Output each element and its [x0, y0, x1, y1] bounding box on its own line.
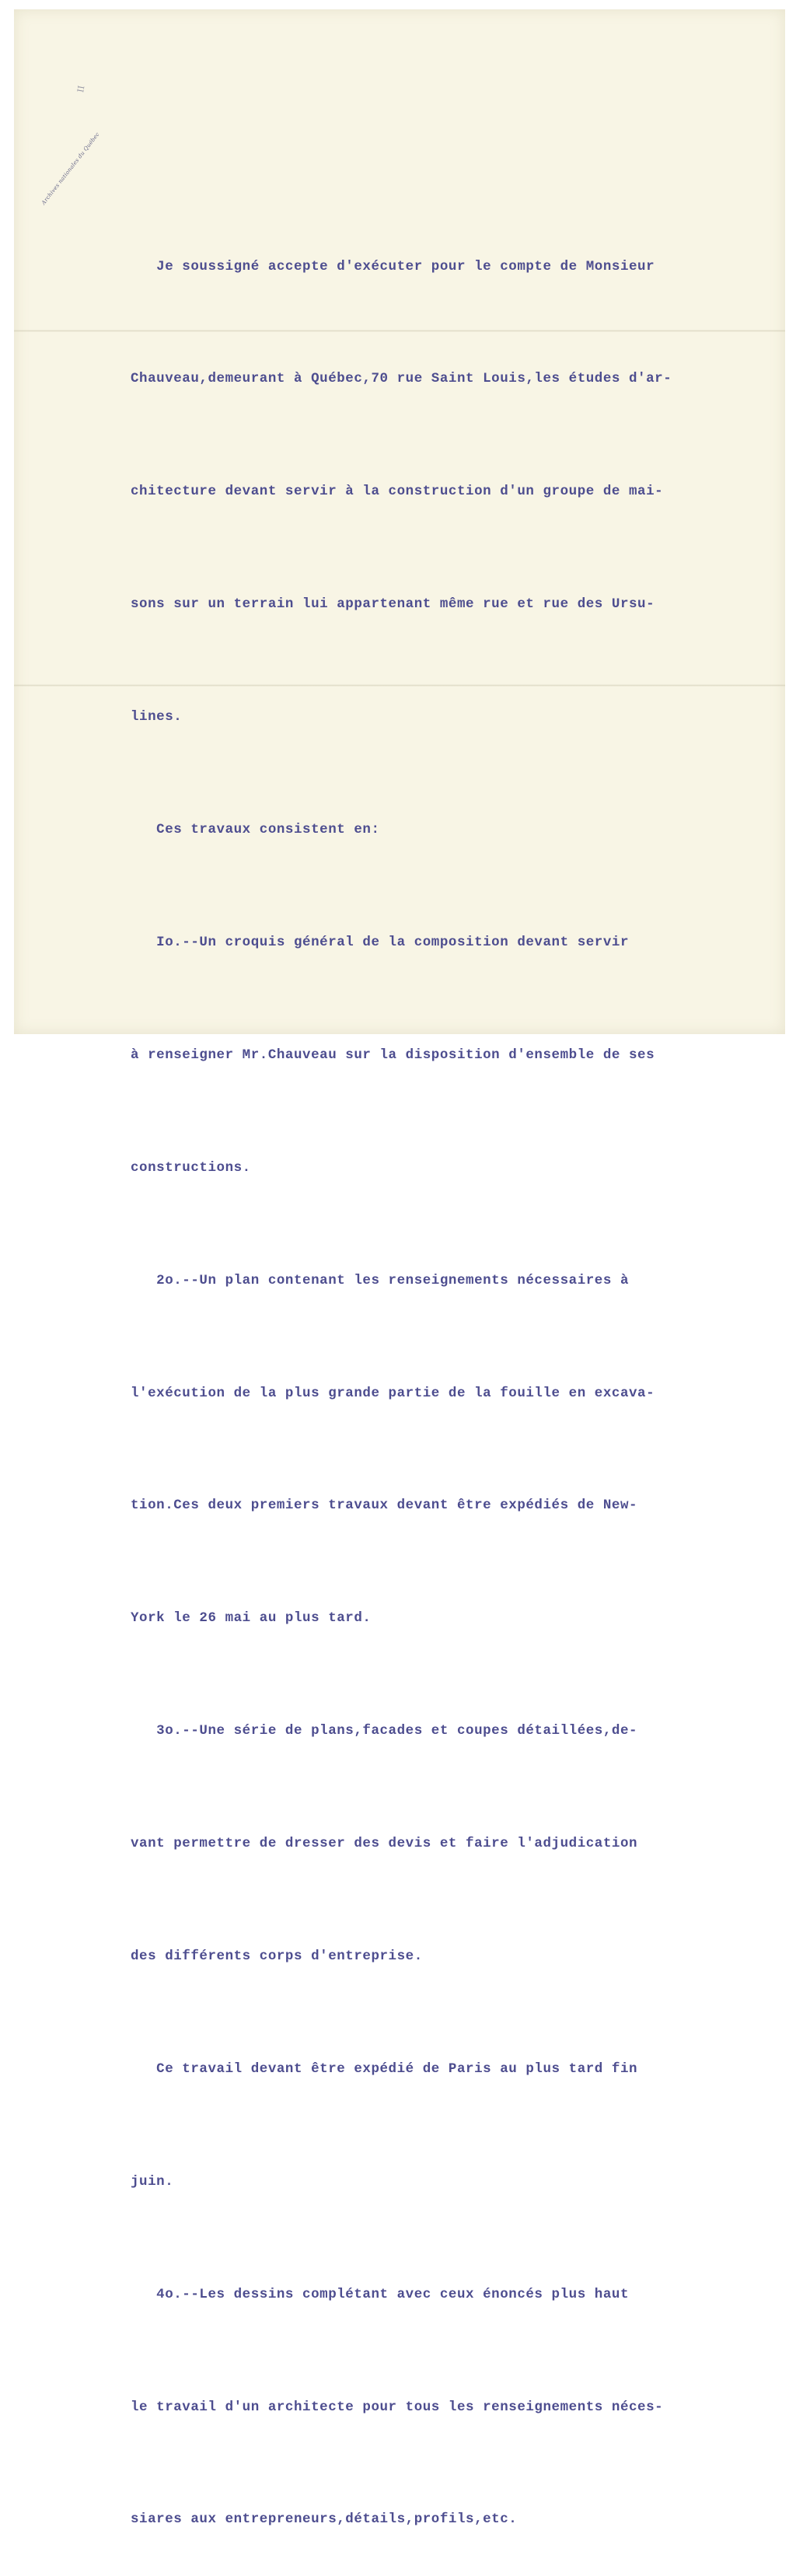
archive-stamp: Archives nationales du Québec — [40, 131, 101, 206]
text-line: à renseigner Mr.Chauveau sur la disposition d'ensemble de ses — [131, 1047, 655, 1063]
text-line: Ces travaux consistent en: — [131, 822, 380, 838]
text-line: chitecture devant servir à la construction d'un groupe de mai- — [131, 484, 664, 500]
text-line: 3o.--Une série de plans,facades et coupes détaillées,de- — [131, 1723, 638, 1739]
text-line: sons sur un terrain lui appartenant même rue et rue des Ursu- — [131, 596, 655, 613]
text-line: des différents corps d'entreprise. — [131, 1948, 423, 1964]
text-line: siares aux entrepreneurs,détails,profils,etc. — [131, 2511, 518, 2528]
text-line: juin. — [131, 2173, 174, 2190]
text-line: Je soussigné accepte d'exécuter pour le compte de Monsieur — [131, 258, 655, 274]
page-number: II — [75, 85, 87, 93]
text-line: constructions. — [131, 1159, 251, 1176]
text-line: York le 26 mai au plus tard. — [131, 1610, 372, 1627]
text-line: lines. — [131, 709, 183, 725]
text-line: Io.--Un croquis général de la composition devant servir — [131, 934, 629, 950]
text-line: le travail d'un architecte pour tous les renseignements néces- — [131, 2399, 664, 2415]
typed-text-body — [131, 173, 752, 2576]
text-line: 4o.--Les dessins complétant avec ceux énoncés plus haut — [131, 2286, 629, 2302]
text-line: tion.Ces deux premiers travaux devant être expédiés de New- — [131, 1498, 638, 1514]
text-line: vant permettre de dresser des devis et faire l'adjudication — [131, 1836, 638, 1852]
text-line: 2o.--Un plan contenant les renseignements nécessaires à — [131, 1272, 629, 1288]
text-line: l'exécution de la plus grande partie de la fouille en excava- — [131, 1385, 655, 1401]
text-line: Chauveau,demeurant à Québec,70 rue Saint Louis,les études d'ar- — [131, 371, 672, 387]
text-line: Ce travail devant être expédié de Paris au plus tard fin — [131, 2060, 638, 2077]
